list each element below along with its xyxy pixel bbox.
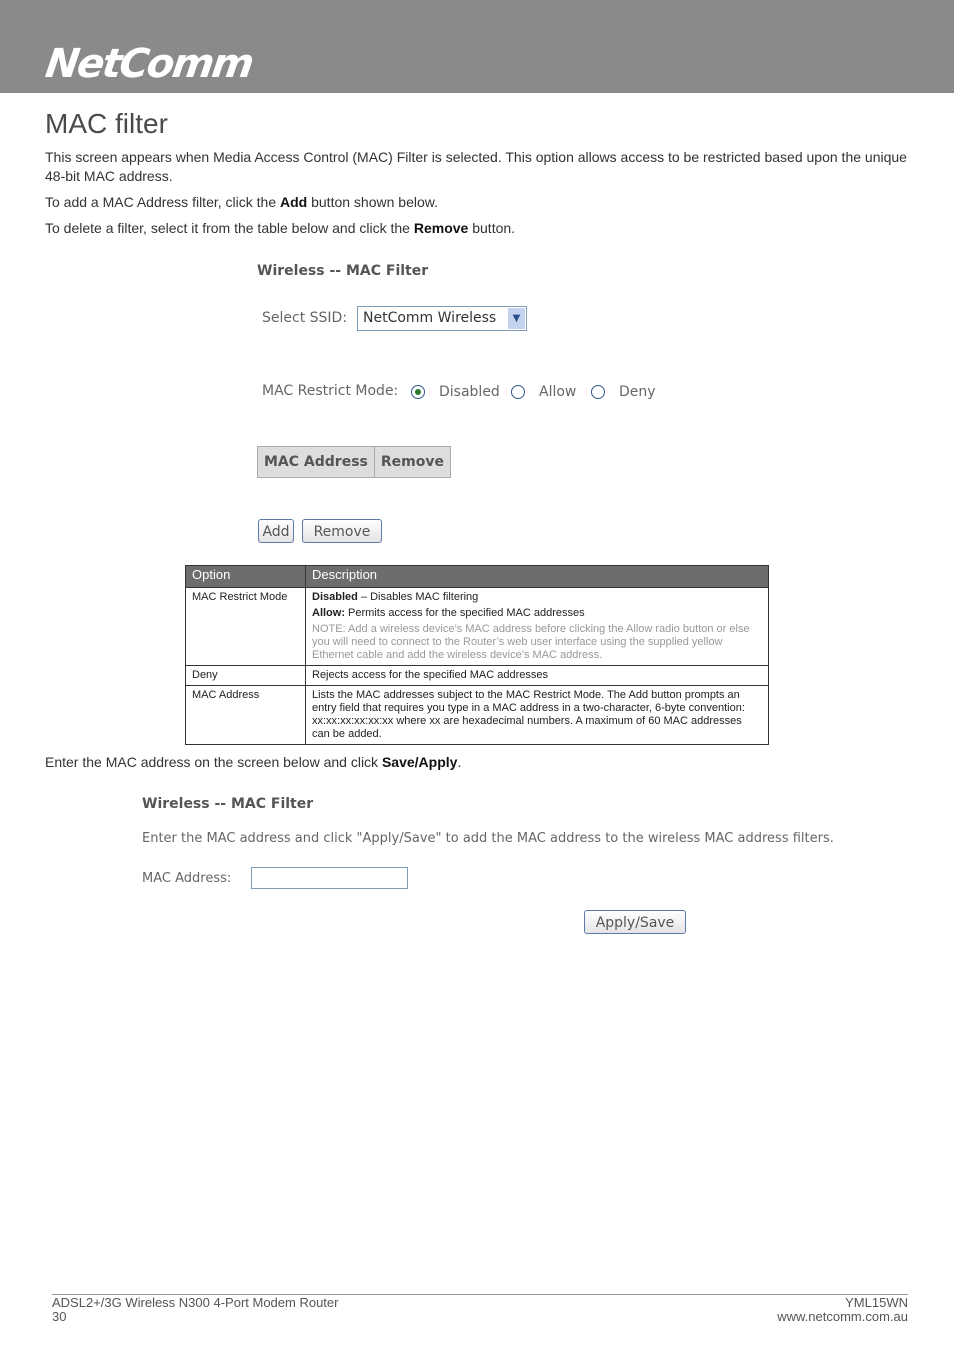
option-cell: Deny [186, 666, 306, 686]
intro-paragraph-3: To delete a filter, select it from the table below and click the Remove button. [45, 220, 516, 236]
add-button[interactable]: Add [258, 519, 294, 543]
allow-note: NOTE: Add a wireless device’s MAC address before clicking the Allow radio button or else you will need to connect to the Router’s web user interface using the supplied yellow Ethernet cable and add the wireless device’s MAC address. [312, 623, 750, 661]
page-header [0, 0, 954, 93]
netcomm-logo: NetComm [42, 41, 256, 87]
ssid-select-value: NetComm Wireless [363, 310, 497, 326]
footer-product: ADSL2+/3G Wireless N300 4-Port Modem Router [52, 1295, 339, 1310]
page-title: MAC filter [45, 108, 168, 139]
description-column-header: Description [306, 566, 769, 588]
footer-website: www.netcomm.com.au [777, 1309, 908, 1324]
description-cell: Lists the MAC addresses subject to the MAC Restrict Mode. The Add button prompts an entry field that requires you type in a MAC address in a two-character, 6-byte convention: xx:xx:xx:xx:xx:xx where xx are hexadecimal numbers. A maximum of 60 MAC addresses can be added. [306, 686, 769, 745]
table-row [186, 666, 769, 686]
screen2-heading: Wireless -- MAC Filter [142, 796, 314, 812]
intro-paragraph-1: This screen appears when Media Access Control (MAC) Filter is selected. This option allows access to be restricted based upon the unique 48-bit MAC address. [45, 149, 907, 184]
mac-address-input[interactable] [251, 867, 408, 889]
apply-save-button[interactable]: Apply/Save [584, 910, 686, 934]
ssid-select[interactable] [357, 306, 527, 331]
radio-allow[interactable] [511, 385, 525, 399]
screen2-instruction: Enter the MAC address and click "Apply/Save" to add the MAC address to the wireless MAC address filters. [142, 831, 834, 846]
option-cell: MAC Restrict Mode [186, 588, 306, 666]
options-table [185, 565, 769, 745]
radio-deny-label: Deny [619, 384, 656, 400]
footer-page-number: 30 [52, 1309, 67, 1324]
radio-allow-label: Allow [539, 384, 577, 400]
description-cell: Disabled – Disables MAC filtering Allow: Permits access for the specified MAC addresses NOTE: Add a wireless device’s MAC address before clicking the Allow radio button or else you will need to connect to the Router’s web user interface using the supplied yellow Ethernet cable and add the wireless device’s MAC address. [306, 588, 769, 666]
radio-disabled-label: Disabled [439, 384, 500, 400]
table-row [186, 686, 769, 745]
enter-mac-paragraph: Enter the MAC address on the screen below and click Save/Apply. [45, 754, 462, 770]
radio-deny[interactable] [591, 385, 605, 399]
intro-paragraph-2: To add a MAC Address filter, click the Add button shown below. [45, 194, 438, 210]
ssid-label: Select SSID: [262, 310, 348, 326]
description-cell: Rejects access for the specified MAC addresses [306, 666, 769, 686]
mac-address-column-header: MAC Address [258, 447, 375, 478]
option-column-header: Option [186, 566, 306, 588]
chevron-down-icon[interactable]: ▼ [508, 308, 525, 329]
mac-address-label: MAC Address: [142, 871, 232, 886]
option-cell: MAC Address [186, 686, 306, 745]
radio-disabled[interactable] [411, 385, 425, 399]
remove-column-header: Remove [374, 447, 450, 478]
mac-address-table [257, 446, 451, 478]
remove-button[interactable]: Remove [302, 519, 382, 543]
restrict-mode-label: MAC Restrict Mode: [262, 383, 399, 399]
table-row [186, 588, 769, 666]
footer-model: YML15WN [845, 1295, 908, 1310]
screen1-heading: Wireless -- MAC Filter [257, 263, 429, 279]
